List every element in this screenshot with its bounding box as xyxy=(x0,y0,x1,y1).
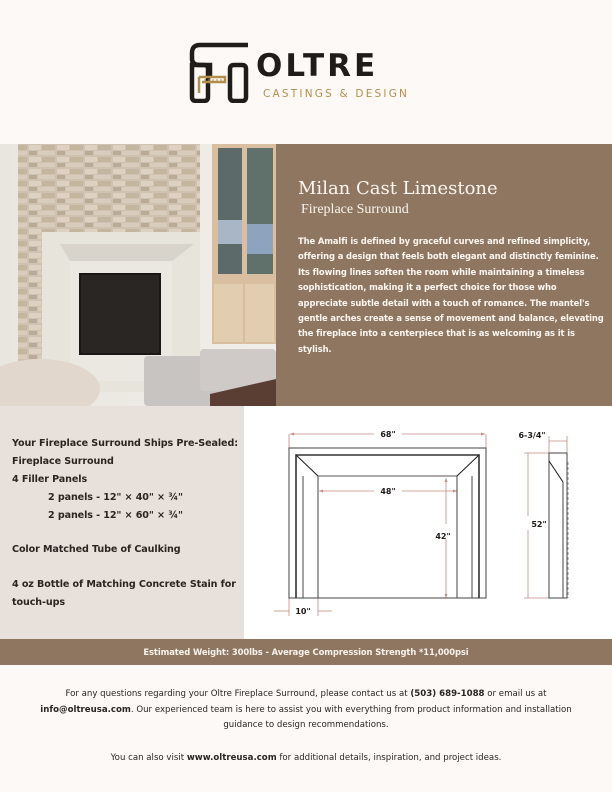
oltre-logo xyxy=(188,41,428,103)
dim-opening-height: 42" xyxy=(435,532,451,541)
logo-mark-icon xyxy=(188,41,250,103)
dim-side-height: 52" xyxy=(531,520,547,529)
brand-tagline: CASTINGS & DESIGN xyxy=(263,88,410,100)
specs-band xyxy=(0,639,612,665)
website-text: for additional details, inspiration, and project ideas. xyxy=(276,753,502,763)
header xyxy=(0,0,612,144)
fireplace-dimension-diagram xyxy=(244,406,612,639)
product-subtitle: Fireplace Surround xyxy=(301,202,409,217)
website-link[interactable]: www.oltreusa.com xyxy=(186,753,277,763)
included-item: Fireplace Surround xyxy=(12,456,114,467)
included-item: 4 Filler Panels xyxy=(12,474,88,485)
website-paragraph xyxy=(40,751,572,767)
website-text: You can also visit xyxy=(110,753,187,763)
product-description: The Amalfi is defined by graceful curves and refined simplicity, offering a design that feels both elegant and distinctly feminine. Its flowing lines soften the room while maintaining a timeless sophistication, making it a perfect choice for those who appreciate subtle detail with a touch of romance. The mantel's gentle arches create a sense of movement and balance, elevating the fireplace into a centerpiece that is as welcoming as it is stylish. xyxy=(298,236,604,354)
brand-name: OLTRE xyxy=(256,48,379,84)
contact-footer xyxy=(0,665,612,792)
included-items-panel xyxy=(0,406,244,639)
product-description-panel xyxy=(276,144,612,406)
dim-side-depth: 6-3/4" xyxy=(518,431,546,440)
contact-paragraph xyxy=(40,687,572,734)
fireplace-photo-illustration xyxy=(0,144,276,406)
dim-opening-width: 48" xyxy=(380,487,396,496)
included-item: 4 oz Bottle of Matching Concrete Stain for xyxy=(12,579,236,590)
phone-number[interactable]: (503) 689-1088 xyxy=(410,689,485,699)
included-subitem: 2 panels - 12" × 40" × ¾" xyxy=(48,492,183,503)
contact-text: or email us at xyxy=(484,689,547,699)
product-photo xyxy=(0,144,276,406)
included-subitem: 2 panels - 12" × 60" × ¾" xyxy=(48,510,183,521)
dim-overall-width: 68" xyxy=(380,430,396,439)
email-link[interactable]: info@oltreusa.com xyxy=(40,704,131,715)
dim-leg-width: 10" xyxy=(295,607,311,616)
included-heading: Your Fireplace Surround Ships Pre-Sealed: xyxy=(12,438,238,449)
dimension-drawing xyxy=(244,406,612,639)
specs-text: Estimated Weight: 300lbs - Average Compression Strength *11,000psi xyxy=(143,647,469,657)
contact-text: . Our experienced team is here to assist you with everything from product information and installation guidance to design recommendations. xyxy=(130,704,572,731)
included-item: Color Matched Tube of Caulking xyxy=(12,544,181,555)
included-item: touch-ups xyxy=(12,597,66,608)
contact-text: For any questions regarding your Oltre Fireplace Surround, please contact us at xyxy=(65,689,411,699)
product-title: Milan Cast Limestone xyxy=(298,178,498,199)
